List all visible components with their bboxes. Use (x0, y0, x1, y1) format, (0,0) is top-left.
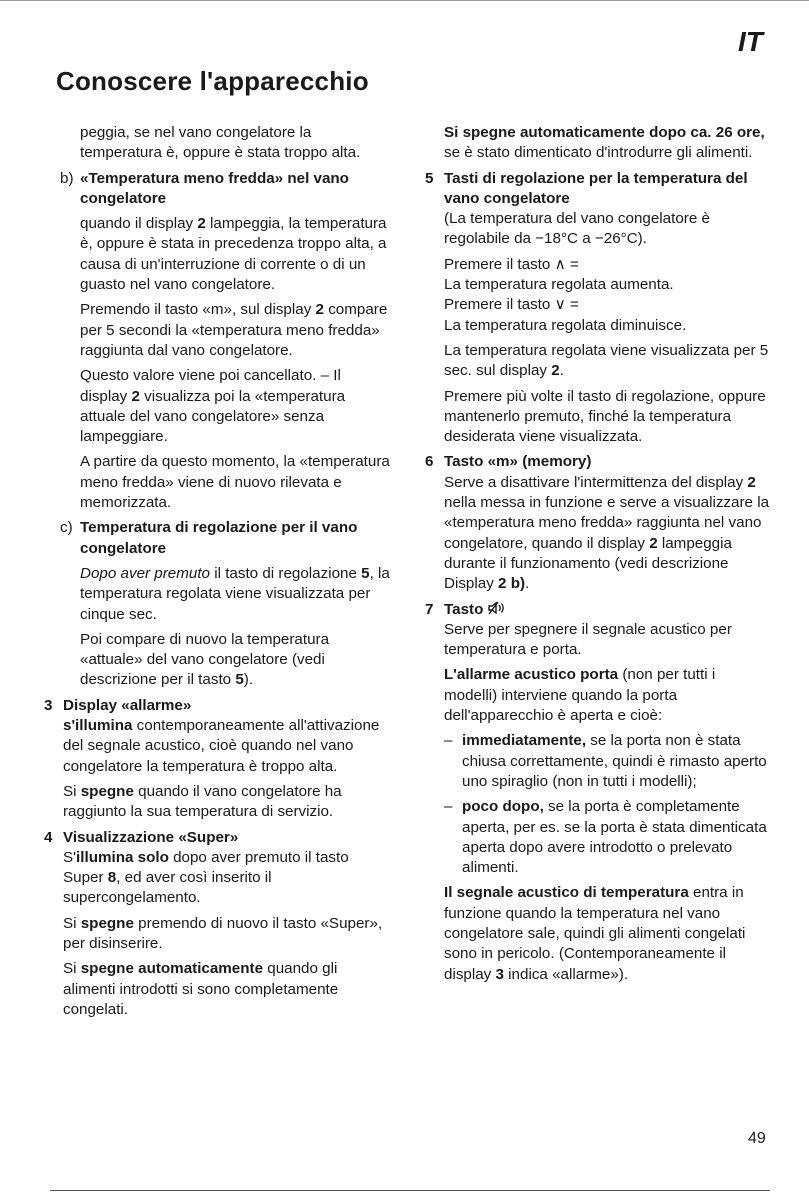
paragraph: Premere più volte il tasto di regolazione, oppure mantenerlo premuto, finché la temperatura desiderata viene visualizzata. (444, 387, 766, 446)
paragraph: Serve a disattivare l'intermittenza del display 2 nella messa in funzione e serve a visualizzare la «temperatura meno fredda» raggiunta nel vano congelatore, quando il display 2 lampeggia durante il funzionamento (vedi descrizione Display 2 b). (444, 473, 770, 593)
paragraph: Poi compare di nuovo la temperatura «attuale» del vano congelatore (vedi descrizione per il tasto 5). (80, 630, 330, 689)
subsection-b (60, 169, 391, 210)
paragraph: Serve per spegnere il segnale acustico per temperatura e porta. (444, 620, 732, 659)
speaker-mute-icon (488, 601, 506, 615)
page-title: Conoscere l'apparecchio (56, 66, 369, 96)
left-column (44, 123, 391, 1025)
section-title: Tasti di regolazione per la temperatura del vano congelatore (444, 169, 748, 207)
list-marker: b) (60, 169, 74, 187)
subsection-title: Temperatura di regolazione per il vano congelatore (80, 519, 358, 557)
paragraph: A partire da questo momento, la «temperatura meno fredda» viene di nuovo rilevata e memorizzata. (80, 453, 390, 512)
paragraph: quando il display 2 lampeggia, la temperatura è, oppure è stata in precedenza troppo alta, a causa di un'interruzione di corrente o di un guasto nel vano congelatore. (80, 215, 387, 294)
section-title: Visualizzazione «Super» (63, 828, 239, 846)
paragraph: L'allarme acustico porta (non per tutti i modelli) interviene quando la porta dell'apparecchio è aperta e cioè: (444, 666, 716, 725)
section-title: Tasto «m» (memory) (444, 453, 592, 471)
section-number: 7 (425, 600, 434, 618)
subsection-title: «Temperatura meno fredda» nel vano congelatore (80, 169, 349, 207)
top-edge-line (0, 0, 809, 1)
language-tag: IT (738, 26, 763, 57)
paragraph: peggia, se nel vano congelatore la temperatura è, oppure è stata troppo alta. (80, 124, 361, 162)
subsection-c (60, 518, 391, 559)
section-title: Display «allarme» (63, 696, 192, 714)
paragraph: (La temperatura del vano congelatore è regolabile da −18°C a −26°C). (444, 210, 710, 248)
section-number: 3 (44, 696, 53, 714)
section-7 (425, 600, 770, 985)
paragraph: Si spegne premendo di nuovo il tasto «Super», per disinserire. (63, 914, 383, 952)
list-item: – poco dopo, se la porta è completamente aperta, per es. se la porta è stata dimenticata aperta dopo avere introdotto o prelevato alimenti. (444, 798, 767, 877)
section-title: Tasto (444, 600, 770, 620)
section-4 (44, 828, 391, 1021)
paragraph: Si spegne automaticamente dopo ca. 26 ore, se è stato dimenticato d'introdurre gli alimenti. (444, 124, 765, 162)
section-number: 4 (44, 828, 53, 846)
right-column (425, 123, 770, 990)
paragraph: Premendo il tasto «m», sul display 2 compare per 5 secondi la «temperatura meno fredda» raggiunta dal vano congelatore. (80, 301, 388, 359)
paragraph: La temperatura regolata viene visualizzata per 5 sec. sul display 2. (444, 341, 769, 380)
section-number: 6 (425, 453, 434, 471)
paragraph: s'illumina contemporaneamente all'attivazione del segnale acustico, cioè quando nel vano congelatore la temperatura è troppo alta. (63, 717, 380, 775)
paragraph: Si spegne quando il vano congelatore ha raggiunto la sua temperatura di servizio. (63, 782, 342, 821)
paragraph: Il segnale acustico di temperatura entra in funzione quando la temperatura nel vano congelatore sale, quindi gli alimenti congelati sono in pericolo. (Contemporaneamente il display 3 indica «allarme»). (444, 884, 746, 983)
paragraph: Premere il tasto ∨ = (444, 296, 579, 314)
paragraph: La temperatura regolata aumenta. (444, 276, 674, 294)
bottom-edge-line (50, 1190, 770, 1191)
page-number: 49 (748, 1130, 766, 1147)
paragraph: Dopo aver premuto il tasto di regolazione 5, la temperatura regolata viene visualizzata per cinque sec. (80, 564, 390, 623)
paragraph: Questo valore viene poi cancellato. – Il display 2 visualizza poi la «temperatura attuale del vano congelatore» senza lampeggiare. (80, 367, 346, 446)
list-item: – immediatamente, se la porta non è stata chiusa correttamente, quindi è rimasto aperto uno spiraglio (non in tutti i modelli); (444, 732, 767, 790)
paragraph: Premere il tasto ∧ = (444, 255, 579, 273)
paragraph: La temperatura regolata diminuisce. (444, 316, 687, 334)
list-marker: c) (60, 519, 73, 537)
paragraph: S'illumina solo dopo aver premuto il tasto Super 8, ed aver così inserito il supercongelamento. (63, 848, 349, 907)
section-5 (425, 169, 770, 448)
section-6 (425, 452, 770, 594)
section-number: 5 (425, 169, 434, 187)
section-3 (44, 696, 391, 823)
paragraph: Si spegne automaticamente quando gli alimenti introdotti si sono completamente congelati. (63, 960, 339, 1018)
